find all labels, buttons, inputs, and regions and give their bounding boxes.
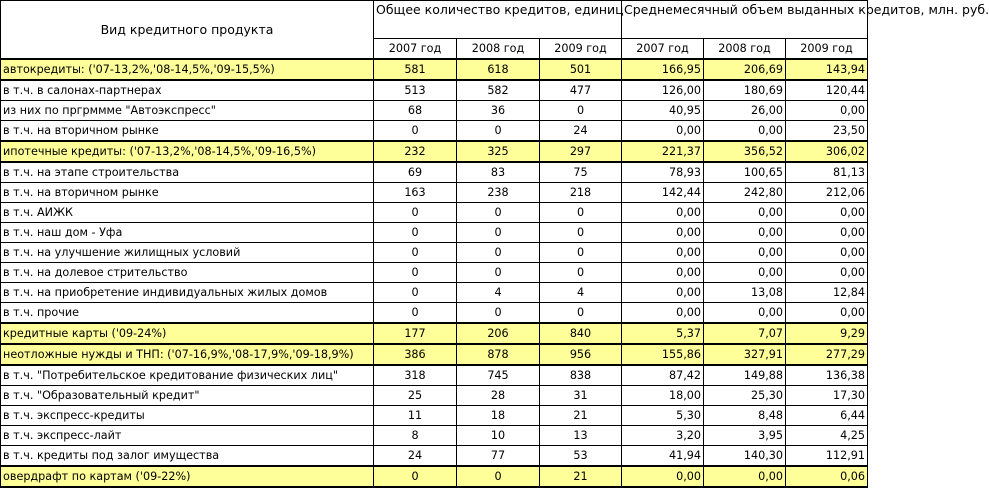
count-cell: 21 [540,406,622,426]
count-cell: 21 [540,466,622,487]
volume-cell: 120,44 [786,80,868,101]
table-row [1,303,868,324]
volume-cell: 18,00 [622,386,704,406]
volume-cell: 87,42 [622,365,704,386]
volume-cell: 0,06 [786,466,868,487]
count-cell: 10 [457,426,540,446]
row-label: из них по пргрммме "Автоэкспресс" [1,101,374,121]
volume-cell: 17,30 [786,386,868,406]
table-row [1,446,868,467]
volume-cell: 180,69 [704,80,786,101]
volume-cell: 100,65 [704,162,786,183]
table-row [1,386,868,406]
table-row [1,263,868,283]
count-cell: 618 [457,59,540,80]
count-cell: 13 [540,426,622,446]
volume-cell: 7,07 [704,323,786,344]
row-label: в т.ч. на вторичном рынке [1,183,374,203]
count-cell: 0 [374,283,457,303]
count-cell: 501 [540,59,622,80]
count-cell: 0 [457,303,540,324]
volume-cell: 0,00 [786,223,868,243]
volume-cell: 40,95 [622,101,704,121]
volume-cell: 206,69 [704,59,786,80]
table-row [1,101,868,121]
count-cell: 0 [540,101,622,121]
year-header-volume-2009: 2009 год [786,39,868,60]
volume-cell: 12,84 [786,283,868,303]
row-label: в т.ч. на этапе строительства [1,162,374,183]
count-cell: 0 [374,263,457,283]
table-row [1,426,868,446]
row-label: в т.ч. экспресс-лайт [1,426,374,446]
volume-cell: 0,00 [786,243,868,263]
volume-cell: 0,00 [704,203,786,223]
volume-cell: 0,00 [622,263,704,283]
count-cell: 0 [540,243,622,263]
volume-cell: 126,00 [622,80,704,101]
count-cell: 0 [457,466,540,487]
volume-cell: 306,02 [786,141,868,162]
table-row [1,406,868,426]
volume-cell: 26,00 [704,101,786,121]
row-label: в т.ч. на улучшение жилищных условий [1,243,374,263]
count-cell: 68 [374,101,457,121]
count-cell: 11 [374,406,457,426]
volume-cell: 0,00 [622,203,704,223]
volume-cell: 277,29 [786,344,868,365]
row-label: в т.ч. на вторичном рынке [1,121,374,142]
table-row [1,223,868,243]
count-cell: 77 [457,446,540,467]
row-label: в т.ч. на приобретение индивидуальных жилых домов [1,283,374,303]
volume-cell: 212,06 [786,183,868,203]
row-label: в т.ч. на долевое стрительство [1,263,374,283]
volume-cell: 112,91 [786,446,868,467]
volume-cell: 327,91 [704,344,786,365]
volume-cell: 81,13 [786,162,868,183]
category-row [1,323,868,344]
row-label: ипотечные кредиты: ('07-13,2%,'08-14,5%,'09-16,5%) [1,141,374,162]
count-cell: 745 [457,365,540,386]
row-label: в т.ч. АИЖК [1,203,374,223]
volume-cell: 0,00 [622,303,704,324]
category-row [1,59,868,80]
count-cell: 0 [457,121,540,142]
volume-cell: 0,00 [704,466,786,487]
count-cell: 0 [374,303,457,324]
volume-cell: 140,30 [704,446,786,467]
count-cell: 386 [374,344,457,365]
volume-cell: 155,86 [622,344,704,365]
count-cell: 513 [374,80,457,101]
header-row-groups [1,1,868,39]
count-cell: 177 [374,323,457,344]
year-header-volume-2007: 2007 год [622,39,704,60]
table-body [1,59,868,487]
volume-cell: 143,94 [786,59,868,80]
table-row [1,365,868,386]
volume-cell: 6,44 [786,406,868,426]
row-label: в т.ч. экспресс-кредиты [1,406,374,426]
volume-cell: 78,93 [622,162,704,183]
table-row [1,243,868,263]
category-row [1,466,868,487]
table-row [1,203,868,223]
count-cell: 36 [457,101,540,121]
volume-cell: 3,95 [704,426,786,446]
count-cell: 582 [457,80,540,101]
volume-cell: 166,95 [622,59,704,80]
volume-group-header: Среднемесячный объем выданных кредитов, млн. руб. [622,1,868,39]
count-cell: 18 [457,406,540,426]
category-row [1,141,868,162]
count-cell: 325 [457,141,540,162]
count-cell: 4 [457,283,540,303]
volume-cell: 5,37 [622,323,704,344]
count-cell: 0 [540,303,622,324]
volume-cell: 0,00 [704,263,786,283]
year-header-count-2007: 2007 год [374,39,457,60]
count-cell: 0 [374,466,457,487]
count-cell: 0 [540,263,622,283]
volume-cell: 13,08 [704,283,786,303]
count-cell: 0 [540,203,622,223]
row-label: овердрафт по картам ('09-22%) [1,466,374,487]
category-row [1,344,868,365]
volume-cell: 23,50 [786,121,868,142]
count-cell: 878 [457,344,540,365]
count-cell: 69 [374,162,457,183]
table-row [1,80,868,101]
count-cell: 238 [457,183,540,203]
count-cell: 28 [457,386,540,406]
row-label: автокредиты: ('07-13,2%,'08-14,5%,'09-15,5%) [1,59,374,80]
volume-cell: 0,00 [622,223,704,243]
volume-cell: 0,00 [786,101,868,121]
count-cell: 25 [374,386,457,406]
volume-cell: 3,20 [622,426,704,446]
volume-cell: 242,80 [704,183,786,203]
volume-cell: 0,00 [704,243,786,263]
count-cell: 0 [374,243,457,263]
volume-cell: 221,37 [622,141,704,162]
volume-cell: 0,00 [622,243,704,263]
volume-cell: 142,44 [622,183,704,203]
table-row [1,121,868,142]
volume-cell: 0,00 [704,121,786,142]
volume-cell: 4,25 [786,426,868,446]
count-cell: 0 [457,243,540,263]
count-cell: 0 [374,223,457,243]
table-row [1,183,868,203]
table-row [1,283,868,303]
row-label: кредитные карты ('09-24%) [1,323,374,344]
count-cell: 4 [540,283,622,303]
count-cell: 956 [540,344,622,365]
count-cell: 218 [540,183,622,203]
row-label: в т.ч. прочие [1,303,374,324]
year-header-count-2008: 2008 год [457,39,540,60]
count-cell: 0 [457,223,540,243]
count-cell: 24 [540,121,622,142]
count-cell: 232 [374,141,457,162]
year-header-volume-2008: 2008 год [704,39,786,60]
volume-cell: 25,30 [704,386,786,406]
row-label: в т.ч. наш дом - Уфа [1,223,374,243]
row-label: в т.ч. "Потребительское кредитование физических лиц" [1,365,374,386]
volume-cell: 0,00 [704,303,786,324]
volume-cell: 0,00 [622,283,704,303]
volume-cell: 356,52 [704,141,786,162]
volume-cell: 0,00 [786,203,868,223]
count-cell: 0 [540,223,622,243]
volume-cell: 0,00 [786,263,868,283]
volume-cell: 9,29 [786,323,868,344]
count-cell: 24 [374,446,457,467]
count-cell: 0 [457,263,540,283]
count-cell: 206 [457,323,540,344]
count-group-header: Общее количество кредитов, единиц [374,1,622,39]
product-column-header: Вид кредитного продукта [1,1,374,60]
volume-cell: 0,00 [622,121,704,142]
volume-cell: 0,00 [704,223,786,243]
count-cell: 83 [457,162,540,183]
count-cell: 53 [540,446,622,467]
count-cell: 8 [374,426,457,446]
count-cell: 840 [540,323,622,344]
count-cell: 838 [540,365,622,386]
volume-cell: 149,88 [704,365,786,386]
count-cell: 0 [374,203,457,223]
count-cell: 163 [374,183,457,203]
year-header-count-2009: 2009 год [540,39,622,60]
count-cell: 477 [540,80,622,101]
volume-cell: 8,48 [704,406,786,426]
count-cell: 0 [374,121,457,142]
row-label: в т.ч. кредиты под залог имущества [1,446,374,467]
volume-cell: 5,30 [622,406,704,426]
row-label: неотложные нужды и ТНП: ('07-16,9%,'08-17,9%,'09-18,9%) [1,344,374,365]
volume-cell: 0,00 [622,466,704,487]
table-row [1,162,868,183]
volume-cell: 136,38 [786,365,868,386]
count-cell: 75 [540,162,622,183]
volume-cell: 0,00 [786,303,868,324]
row-label: в т.ч. в салонах-партнерах [1,80,374,101]
count-cell: 581 [374,59,457,80]
count-cell: 31 [540,386,622,406]
volume-cell: 41,94 [622,446,704,467]
row-label: в т.ч. "Образовательный кредит" [1,386,374,406]
count-cell: 297 [540,141,622,162]
count-cell: 318 [374,365,457,386]
count-cell: 0 [457,203,540,223]
